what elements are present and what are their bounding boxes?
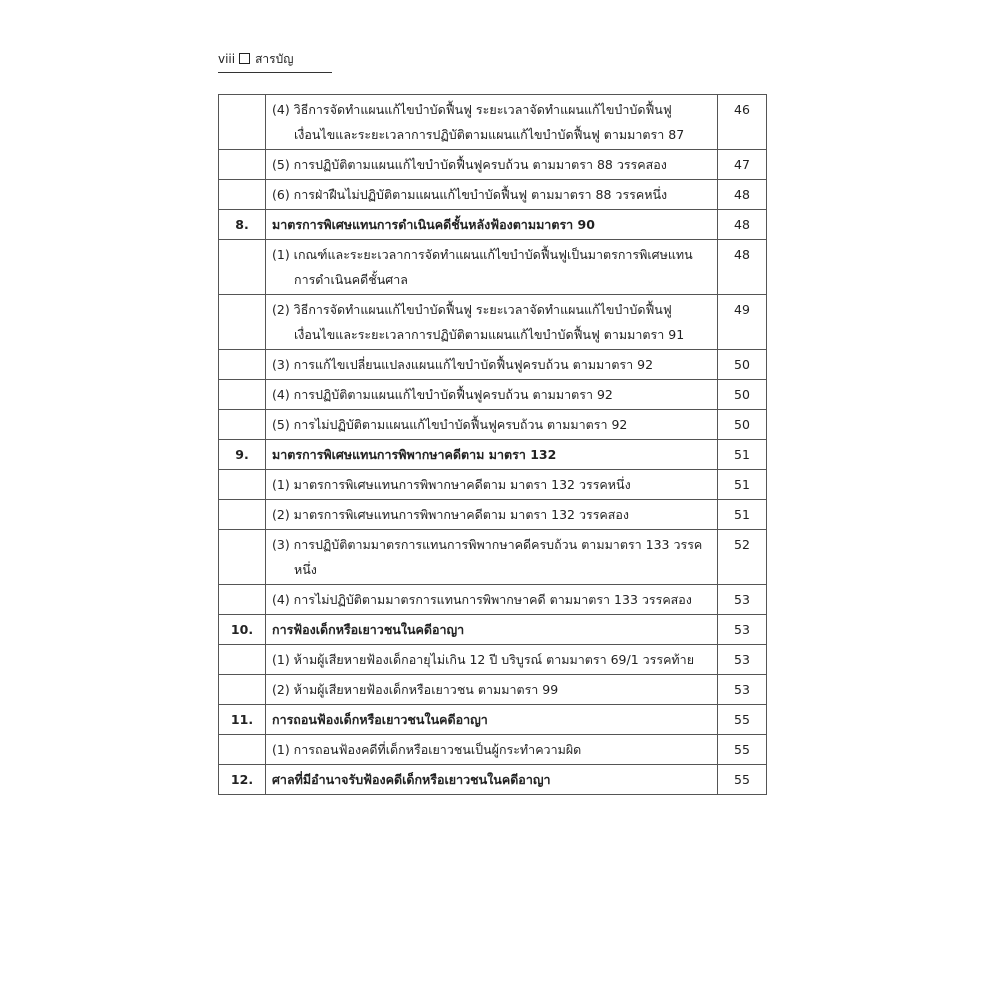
section-number bbox=[219, 585, 266, 615]
toc-subsection-row bbox=[219, 530, 767, 585]
entry-title: (1) เกณฑ์และระยะเวลาการจัดทำแผนแก้ไขบำบัดฟื้นฟูเป็นมาตรการพิเศษแทนการดำเนินคดีชั้นศาล bbox=[272, 247, 693, 287]
section-number bbox=[219, 675, 266, 705]
entry-cell bbox=[266, 500, 718, 530]
toc-subsection-row bbox=[219, 295, 767, 350]
section-number bbox=[219, 95, 266, 150]
toc-body bbox=[219, 95, 767, 795]
toc-table bbox=[218, 94, 767, 795]
section-number: 9. bbox=[219, 440, 266, 470]
entry-cell bbox=[266, 210, 718, 240]
entry-cell bbox=[266, 180, 718, 210]
entry-title: (4) การปฏิบัติตามแผนแก้ไขบำบัดฟื้นฟูครบถ้วน ตามมาตรา 92 bbox=[272, 387, 613, 402]
entry-title: (2) มาตรการพิเศษแทนการพิพากษาคดีตาม มาตรา 132 วรรคสอง bbox=[272, 507, 630, 522]
entry-title: (5) การไม่ปฏิบัติตามแผนแก้ไขบำบัดฟื้นฟูครบถ้วน ตามมาตรา 92 bbox=[272, 417, 628, 432]
section-number: 12. bbox=[219, 765, 266, 795]
page-number: 53 bbox=[718, 615, 767, 645]
entry-cell bbox=[266, 240, 718, 295]
page-number: 51 bbox=[718, 470, 767, 500]
entry-cell bbox=[266, 735, 718, 765]
page-number: 51 bbox=[718, 440, 767, 470]
section-number bbox=[219, 180, 266, 210]
roman-page-number: viii bbox=[218, 52, 236, 66]
entry-title: มาตรการพิเศษแทนการดำเนินคดีชั้นหลังฟ้องตามมาตรา 90 bbox=[272, 217, 595, 232]
entry-title: (3) การแก้ไขเปลี่ยนแปลงแผนแก้ไขบำบัดฟื้นฟูครบถ้วน ตามมาตรา 92 bbox=[272, 357, 654, 372]
page-number: 55 bbox=[718, 765, 767, 795]
page-number: 53 bbox=[718, 585, 767, 615]
toc-section-row bbox=[219, 705, 767, 735]
entry-title: การถอนฟ้องเด็กหรือเยาวชนในคดีอาญา bbox=[272, 712, 488, 727]
entry-title: มาตรการพิเศษแทนการพิพากษาคดีตาม มาตรา 132 bbox=[272, 447, 557, 462]
toc-subsection-row bbox=[219, 350, 767, 380]
section-number bbox=[219, 500, 266, 530]
section-number: 10. bbox=[219, 615, 266, 645]
entry-cell bbox=[266, 530, 718, 585]
entry-title: (1) ห้ามผู้เสียหายฟ้องเด็กอายุไม่เกิน 12 ปี บริบูรณ์ ตามมาตรา 69/1 วรรคท้าย bbox=[272, 652, 695, 667]
section-number bbox=[219, 645, 266, 675]
entry-cell bbox=[266, 615, 718, 645]
page-number: 55 bbox=[718, 705, 767, 735]
page-number: 50 bbox=[718, 410, 767, 440]
toc-subsection-row bbox=[219, 180, 767, 210]
toc-section-row bbox=[219, 615, 767, 645]
section-number bbox=[219, 150, 266, 180]
toc-subsection-row bbox=[219, 735, 767, 765]
entry-cell bbox=[266, 585, 718, 615]
page-number: 50 bbox=[718, 380, 767, 410]
toc-subsection-row bbox=[219, 150, 767, 180]
toc-section-row bbox=[219, 765, 767, 795]
entry-title: (4) วิธีการจัดทำแผนแก้ไขบำบัดฟื้นฟู ระยะเวลาจัดทำแผนแก้ไขบำบัดฟื้นฟู เงื่อนไขและระยะเวลาการปฏิบัติตามแผนแก้ไขบำบัดฟื้นฟู ตามมาตรา 87 bbox=[272, 102, 685, 142]
entry-cell bbox=[266, 470, 718, 500]
section-number bbox=[219, 470, 266, 500]
entry-cell bbox=[266, 95, 718, 150]
entry-title: (5) การปฏิบัติตามแผนแก้ไขบำบัดฟื้นฟูครบถ้วน ตามมาตรา 88 วรรคสอง bbox=[272, 157, 667, 172]
section-number bbox=[219, 530, 266, 585]
page-number: 46 bbox=[718, 95, 767, 150]
entry-cell bbox=[266, 150, 718, 180]
running-header bbox=[218, 50, 332, 73]
section-number bbox=[219, 240, 266, 295]
header-title: สารบัญ bbox=[255, 52, 294, 66]
page-number: 55 bbox=[718, 735, 767, 765]
entry-cell bbox=[266, 705, 718, 735]
page-number: 48 bbox=[718, 240, 767, 295]
toc-subsection-row bbox=[219, 410, 767, 440]
entry-cell bbox=[266, 440, 718, 470]
entry-cell bbox=[266, 675, 718, 705]
page-number: 48 bbox=[718, 210, 767, 240]
section-number bbox=[219, 735, 266, 765]
entry-title: (2) วิธีการจัดทำแผนแก้ไขบำบัดฟื้นฟู ระยะเวลาจัดทำแผนแก้ไขบำบัดฟื้นฟู เงื่อนไขและระยะเวลาการปฏิบัติตามแผนแก้ไขบำบัดฟื้นฟู ตามมาตรา 91 bbox=[272, 302, 685, 342]
entry-title: ศาลที่มีอำนาจรับฟ้องคดีเด็กหรือเยาวชนในคดีอาญา bbox=[272, 772, 551, 787]
toc-subsection-row bbox=[219, 95, 767, 150]
toc-section-row bbox=[219, 210, 767, 240]
toc-subsection-row bbox=[219, 240, 767, 295]
page-number: 49 bbox=[718, 295, 767, 350]
section-number bbox=[219, 410, 266, 440]
toc-subsection-row bbox=[219, 380, 767, 410]
page-number: 52 bbox=[718, 530, 767, 585]
page-number: 47 bbox=[718, 150, 767, 180]
page-number: 50 bbox=[718, 350, 767, 380]
toc-subsection-row bbox=[219, 500, 767, 530]
entry-cell bbox=[266, 350, 718, 380]
section-number bbox=[219, 350, 266, 380]
entry-title: (3) การปฏิบัติตามมาตรการแทนการพิพากษาคดีครบถ้วน ตามมาตรา 133 วรรคหนึ่ง bbox=[272, 537, 703, 577]
toc-section-row bbox=[219, 440, 767, 470]
page-number: 53 bbox=[718, 645, 767, 675]
entry-title: (2) ห้ามผู้เสียหายฟ้องเด็กหรือเยาวชน ตามมาตรา 99 bbox=[272, 682, 559, 697]
page-number: 51 bbox=[718, 500, 767, 530]
page-number: 48 bbox=[718, 180, 767, 210]
section-number: 11. bbox=[219, 705, 266, 735]
entry-cell bbox=[266, 380, 718, 410]
entry-title: การฟ้องเด็กหรือเยาวชนในคดีอาญา bbox=[272, 622, 465, 637]
section-number bbox=[219, 295, 266, 350]
section-number bbox=[219, 380, 266, 410]
toc-subsection-row bbox=[219, 645, 767, 675]
entry-title: (1) การถอนฟ้องคดีที่เด็กหรือเยาวชนเป็นผู้กระทำความผิด bbox=[272, 742, 582, 757]
toc-subsection-row bbox=[219, 675, 767, 705]
section-number: 8. bbox=[219, 210, 266, 240]
entry-title: (6) การฝ่าฝืนไม่ปฏิบัติตามแผนแก้ไขบำบัดฟื้นฟู ตามมาตรา 88 วรรคหนึ่ง bbox=[272, 187, 668, 202]
entry-title: (4) การไม่ปฏิบัติตามมาตรการแทนการพิพากษาคดี ตามมาตรา 133 วรรคสอง bbox=[272, 592, 692, 607]
entry-title: (1) มาตรการพิเศษแทนการพิพากษาคดีตาม มาตรา 132 วรรคหนึ่ง bbox=[272, 477, 631, 492]
page-number: 53 bbox=[718, 675, 767, 705]
entry-cell bbox=[266, 295, 718, 350]
toc-subsection-row bbox=[219, 585, 767, 615]
entry-cell bbox=[266, 765, 718, 795]
entry-cell bbox=[266, 645, 718, 675]
entry-cell bbox=[266, 410, 718, 440]
toc-subsection-row bbox=[219, 470, 767, 500]
square-box-icon bbox=[239, 53, 250, 64]
